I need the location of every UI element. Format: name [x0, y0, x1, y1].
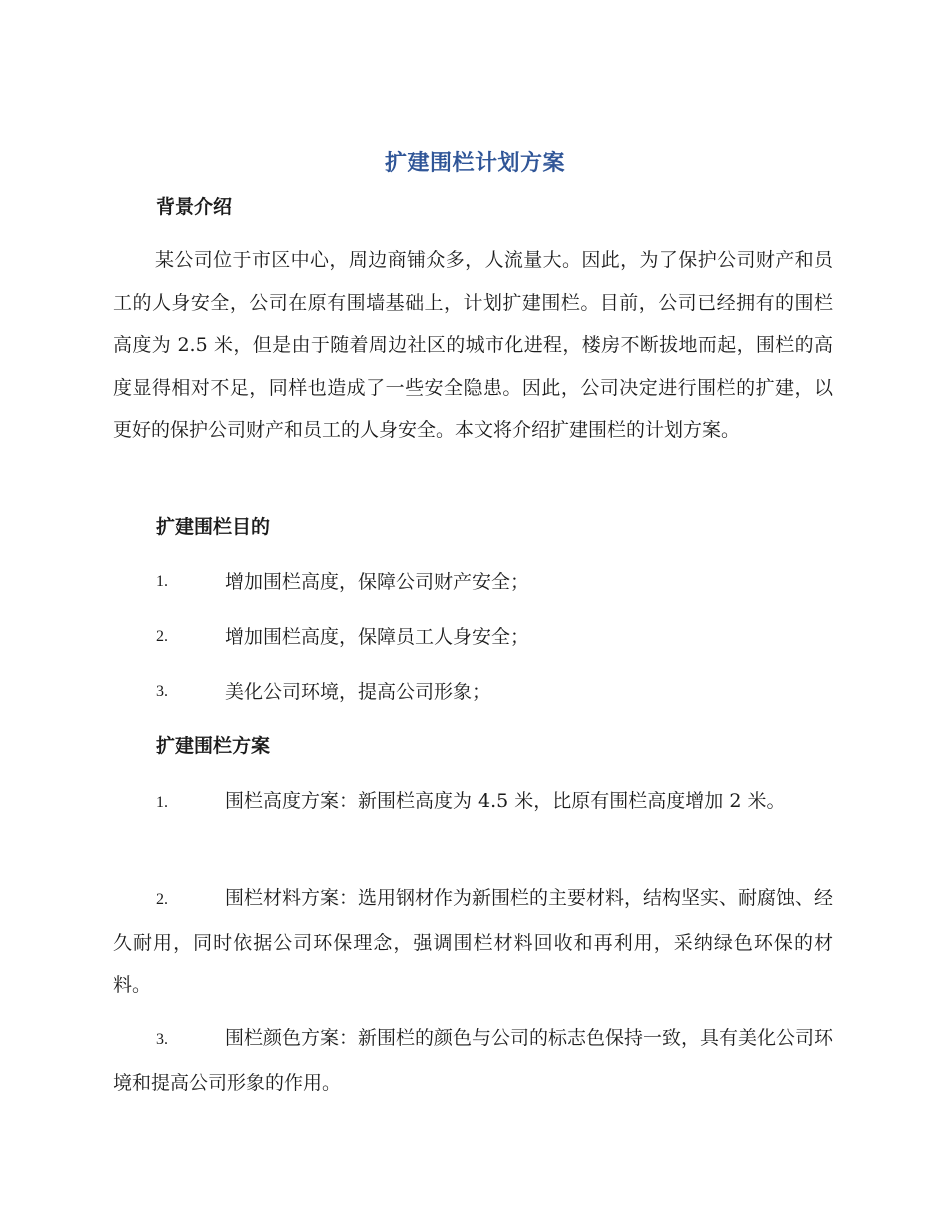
purpose-item-2-number: 2.: [156, 628, 168, 645]
plan-item-1-text: 围栏高度方案：新围栏高度为 4.5 米，比原有围栏高度增加 2 米。: [225, 790, 786, 812]
background-paragraph: 某公司位于市区中心，周边商铺众多，人流量大。因此，为了保护公司财产和员工的人身安全，公司在原有围墙基础上，计划扩建围栏。目前，公司已经拥有的围栏高度为 2.5 米，但是由于随着周边社区的城市化进程，楼房不断拔地而起，围栏的高度显得相对不足，同样也造成了一些安全隐患。因此，公司决定进行围栏的扩建，以更好的保护公司财产和员工的人身安全。本文将介绍扩建围栏的计划方案。: [113, 249, 833, 441]
purpose-item-3-number: 3.: [156, 683, 168, 700]
plan-item-1-number: 1.: [156, 794, 168, 811]
purpose-item-1-number: 1.: [156, 573, 168, 590]
purpose-item-2-text: 增加围栏高度，保障员工人身安全；: [225, 626, 530, 648]
section-heading-plan: 扩建围栏方案: [156, 735, 271, 757]
purpose-item-3-text: 美化公司环境，提高公司形象；: [225, 681, 492, 703]
plan-item-3-number: 3.: [156, 1031, 168, 1048]
plan-item-2: [113, 877, 833, 1007]
section-heading-background: 背景介绍: [156, 196, 233, 218]
plan-item-1: [113, 780, 833, 825]
document-title: 扩建围栏计划方案: [384, 151, 565, 176]
section-heading-purpose: 扩建围栏目的: [156, 516, 271, 538]
plan-item-2-text: 围栏材料方案：选用钢材作为新围栏的主要材料，结构坚实、耐腐蚀、经久耐用，同时依据公司环保理念，强调围栏材料回收和再利用，采纳绿色环保的材料。: [113, 887, 834, 996]
plan-item-2-number: 2.: [156, 891, 168, 908]
plan-item-3-text: 围栏颜色方案：新围栏的颜色与公司的标志色保持一致，具有美化公司环境和提高公司形象的作用。: [113, 1027, 834, 1094]
plan-item-3: [113, 1017, 833, 1104]
purpose-item-1-text: 增加围栏高度，保障公司财产安全；: [225, 571, 530, 593]
